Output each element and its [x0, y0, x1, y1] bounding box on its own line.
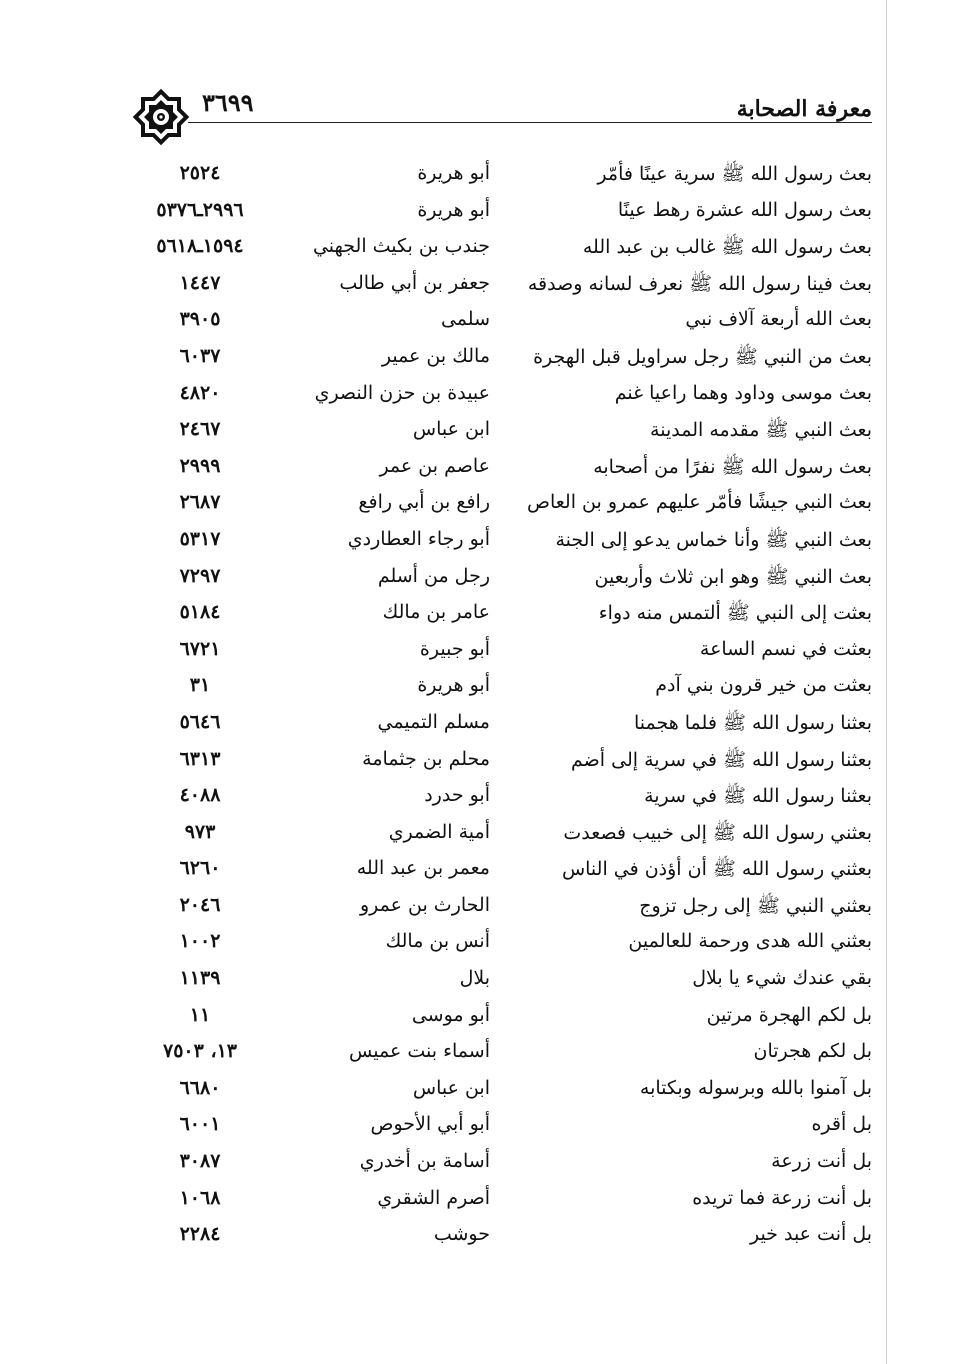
hadith-phrase: بعثنا رسول الله ﷺ في سرية إلى أضم — [571, 748, 872, 771]
hadith-phrase: بعث فينا رسول الله ﷺ نعرف لسانه وصدقه — [527, 272, 872, 295]
narrator-name: جعفر بن أبي طالب — [339, 271, 490, 294]
reference-number: ٢٦٨٧ — [179, 491, 221, 514]
table-row — [130, 561, 872, 598]
narrator-name: معمر بن عبد الله — [356, 857, 490, 880]
narrator-name: عامر بن مالك — [382, 601, 490, 624]
table-row — [130, 1000, 872, 1037]
hadith-phrase: بعث النبي ﷺ وهو ابن ثلاث وأربعين — [594, 565, 872, 588]
hadith-phrase: بل لكم هجرتان — [753, 1040, 872, 1063]
table-row — [130, 963, 872, 1000]
hadith-phrase: بعثني رسول الله ﷺ إلى خبيب فصعدت — [563, 821, 872, 844]
table-row — [130, 890, 872, 927]
hadith-phrase: بعثنا رسول الله ﷺ فلما هجمنا — [633, 711, 872, 734]
narrator-name: عاصم بن عمر — [379, 454, 490, 477]
table-row — [130, 341, 872, 378]
hadith-phrase: بعثت في نسم الساعة — [699, 637, 872, 660]
narrator-name: أسامة بن أخدري — [359, 1150, 490, 1173]
narrator-name: أسماء بنت عميس — [349, 1040, 490, 1063]
reference-number: ١١٣٩ — [179, 967, 221, 990]
reference-number: ٥١٨٤ — [179, 601, 221, 624]
reference-number: ٩٧٣ — [184, 820, 216, 843]
narrator-name: أبو حدرد — [424, 784, 490, 807]
hadith-phrase: بعث موسى وداود وهما راعيا غنم — [614, 381, 872, 404]
reference-number: ٢٩٩٦ـ٥٣٧٦ — [156, 198, 244, 221]
reference-number: ٤٠٨٨ — [179, 784, 221, 807]
hadith-phrase: بعثني رسول الله ﷺ أن أؤذن في الناس — [561, 858, 872, 881]
reference-number: ٣٠٨٧ — [179, 1150, 221, 1173]
hadith-phrase: بقي عندك شيء يا بلال — [692, 967, 872, 990]
narrator-name: أبو هريرة — [417, 162, 490, 184]
hadith-phrase: بعثنا رسول الله ﷺ في سرية — [644, 785, 872, 808]
table-row — [130, 634, 872, 671]
table-row — [130, 1109, 872, 1146]
narrator-name: محلم بن جثمامة — [362, 747, 490, 770]
reference-number: ٦٦٨٠ — [179, 1076, 221, 1099]
hadith-phrase: بعث رسول الله ﷺ نفرًا من أصحابه — [593, 455, 872, 478]
reference-number: ٢٥٢٤ — [179, 162, 221, 184]
narrator-name: أبو موسى — [411, 1003, 490, 1026]
narrator-name: حوشب — [433, 1223, 490, 1246]
table-row — [130, 926, 872, 963]
narrator-name: رافع بن أبي رافع — [358, 491, 490, 514]
table-row — [130, 378, 872, 415]
narrator-name: رجل من أسلم — [377, 564, 490, 587]
reference-number: ١٠٦٨ — [179, 1186, 221, 1209]
table-row — [130, 158, 872, 195]
reference-number: ٢٠٤٦ — [179, 893, 221, 916]
hadith-phrase: بعثني النبي ﷺ إلى رجل تزوج — [639, 894, 872, 917]
reference-number: ٤٨٢٠ — [179, 381, 221, 404]
narrator-name: بلال — [459, 967, 490, 990]
header-rule — [188, 122, 872, 123]
hadith-phrase: بل أنت زرعة — [771, 1150, 872, 1173]
octagonal-star-ornament-icon — [130, 86, 192, 148]
hadith-phrase: بعثت من خير قرون بني آدم — [655, 674, 872, 697]
table-row — [130, 231, 872, 268]
hadith-phrase: بعث النبي ﷺ مقدمه المدينة — [650, 419, 872, 442]
table-row — [130, 1036, 872, 1073]
narrator-name: مالك بن عمير — [381, 344, 490, 367]
reference-number: ٦٧٢١ — [179, 637, 221, 660]
table-row — [130, 853, 872, 890]
table-row — [130, 1183, 872, 1220]
table-row — [130, 670, 872, 707]
hadith-phrase: بعث رسول الله ﷺ غالب بن عبد الله — [582, 236, 872, 259]
reference-number: ٣٩٠٥ — [179, 308, 221, 331]
hadith-phrase: بعث النبي ﷺ وأنا خماس يدعو إلى الجنة — [555, 528, 872, 551]
page-header — [130, 84, 872, 154]
hadith-phrase: بل آمنوا بالله وبرسوله وبكتابه — [639, 1076, 872, 1099]
narrator-name: ابن عباس — [412, 1076, 490, 1099]
narrator-name: أبو هريرة — [417, 198, 490, 221]
narrator-name: عبيدة بن حزن النصري — [314, 381, 490, 404]
hadith-phrase: بعثني الله هدى ورحمة للعالمين — [628, 930, 872, 953]
reference-number: ١٠٠٢ — [179, 930, 221, 953]
table-row — [130, 597, 872, 634]
reference-number: ٢٩٩٩ — [179, 454, 221, 477]
table-row — [130, 524, 872, 561]
reference-number: ٢٤٦٧ — [179, 418, 221, 441]
narrator-name: أبو رجاء العطاردي — [347, 527, 490, 550]
reference-number: ٧٢٩٧ — [179, 564, 221, 587]
reference-number: ٦٢٦٠ — [179, 857, 221, 880]
right-margin-rule — [886, 0, 887, 1364]
hadith-phrase: بعث من النبي ﷺ رجل سراويل قبل الهجرة — [533, 345, 872, 368]
reference-number: ٢٢٨٤ — [179, 1223, 221, 1246]
table-row — [130, 1146, 872, 1183]
hadith-phrase: بعث رسول الله عشرة رهط عينًا — [617, 198, 872, 221]
narrator-name: أبو جبيرة — [419, 637, 490, 660]
table-row — [130, 1219, 872, 1256]
narrator-name: أنس بن مالك — [385, 930, 490, 953]
narrator-name: ابن عباس — [412, 418, 490, 441]
index-table — [130, 158, 872, 1256]
hadith-phrase: بعث الله أربعة آلاف نبي — [685, 308, 872, 331]
reference-number: ١١ — [189, 1003, 211, 1026]
narrator-name: جندب بن بكيث الجهني — [312, 235, 490, 258]
table-row — [130, 817, 872, 854]
reference-number: ١٥٩٤ـ٥٦١٨ — [156, 235, 244, 258]
table-row — [130, 414, 872, 451]
narrator-name: أبو أبي الأحوص — [370, 1113, 490, 1136]
narrator-name: أبو هريرة — [417, 674, 490, 697]
page-number: ٣٦٩٩ — [202, 88, 254, 117]
hadith-phrase: بل أنت زرعة فما تريده — [692, 1186, 872, 1209]
narrator-name: سلمى — [440, 308, 490, 331]
table-row — [130, 780, 872, 817]
narrator-name: أمية الضمري — [388, 820, 490, 843]
table-row — [130, 451, 872, 488]
hadith-phrase: بعث رسول الله ﷺ سرية عينًا فأمّر — [597, 163, 872, 185]
table-row — [130, 487, 872, 524]
reference-number: ٦٠٠١ — [179, 1113, 221, 1136]
page-title: معرفة الصحابة — [736, 96, 872, 122]
table-row — [130, 744, 872, 781]
narrator-name: الحارث بن عمرو — [360, 893, 490, 916]
narrator-name: أصرم الشقري — [377, 1186, 490, 1209]
hadith-phrase: بل أقره — [811, 1113, 872, 1136]
reference-number: ٥٦٤٦ — [179, 710, 221, 733]
table-row — [130, 1073, 872, 1110]
hadith-phrase: بعثت إلى النبي ﷺ ألتمس منه دواء — [598, 602, 872, 625]
reference-number: ٥٣١٧ — [179, 527, 221, 550]
hadith-phrase: بعث النبي جيشًا فأمّر عليهم عمرو بن العاص — [527, 491, 872, 514]
hadith-phrase: بل أنت عبد خير — [749, 1223, 872, 1246]
narrator-name: مسلم التميمي — [377, 710, 490, 733]
reference-number: ١٣، ٧٥٠٣ — [163, 1040, 237, 1063]
reference-number: ١٤٤٧ — [179, 271, 221, 294]
reference-number: ٣١ — [189, 674, 211, 697]
table-row — [130, 195, 872, 232]
table-row — [130, 304, 872, 341]
hadith-phrase: بل لكم الهجرة مرتين — [706, 1003, 872, 1026]
reference-number: ٦٣١٣ — [179, 747, 221, 770]
table-row — [130, 707, 872, 744]
table-row — [130, 268, 872, 305]
reference-number: ٦٠٣٧ — [179, 344, 221, 367]
